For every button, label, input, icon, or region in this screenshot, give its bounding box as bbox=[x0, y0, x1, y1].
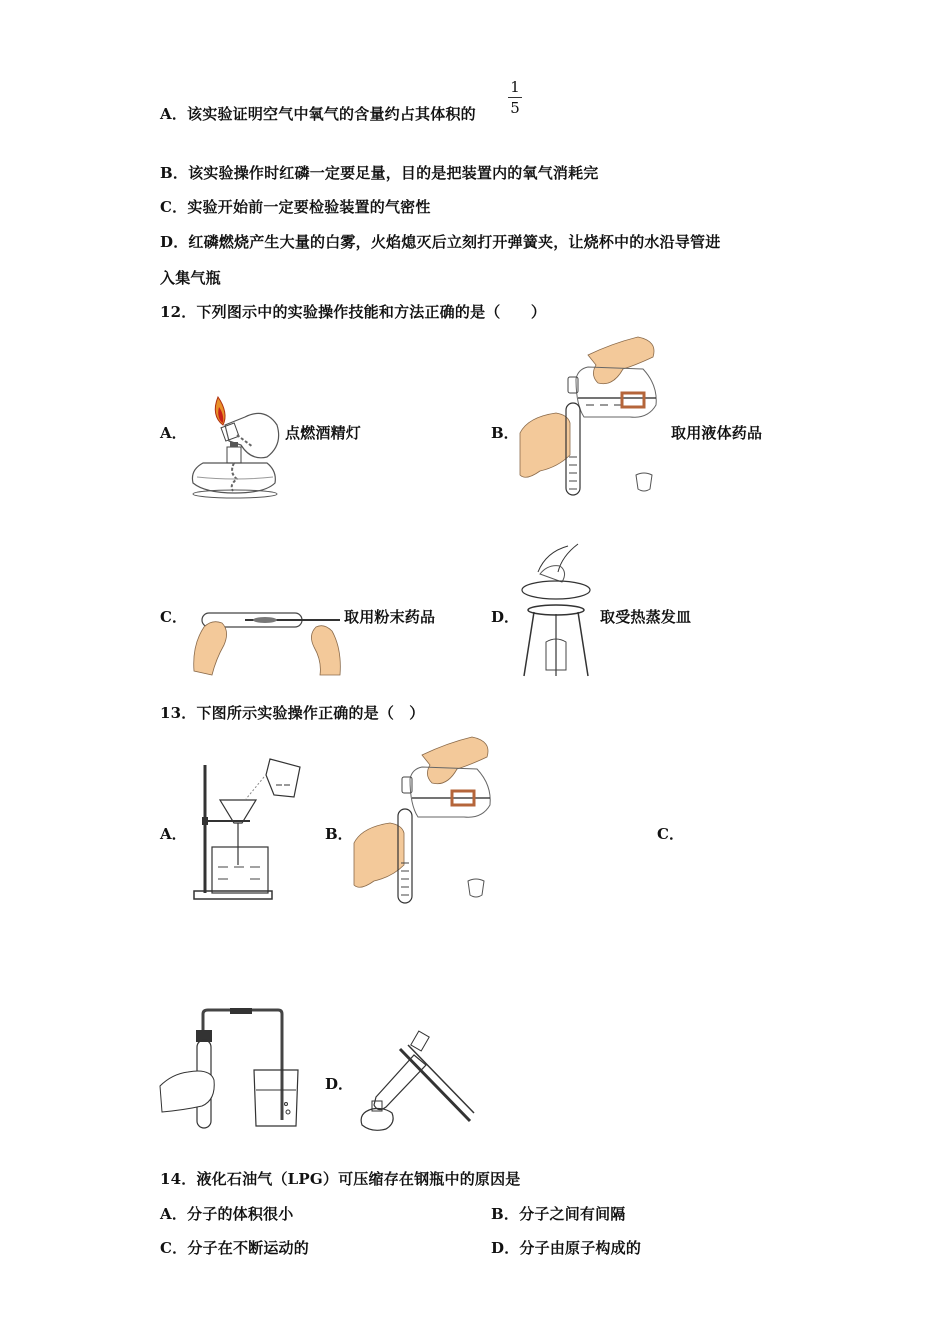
option-label: B． bbox=[491, 1205, 520, 1223]
q14-option-b bbox=[491, 1203, 626, 1224]
fraction-bar bbox=[508, 97, 522, 98]
q12-option-b-caption: 取用液体药品 bbox=[671, 424, 763, 442]
fraction-one-fifth bbox=[508, 78, 522, 117]
q12-option-d-label: D． bbox=[491, 608, 520, 626]
q13-option-b-label: B． bbox=[325, 825, 353, 843]
option-text: 分子由原子构成的 bbox=[519, 1239, 642, 1257]
pouring-liquid-figure-2 bbox=[352, 735, 502, 905]
heating-test-tube-figure bbox=[352, 1025, 477, 1135]
option-label: A． bbox=[160, 105, 188, 123]
q12-option-a-label: A． bbox=[160, 424, 187, 442]
pouring-liquid-figure bbox=[518, 335, 668, 500]
option-label: B． bbox=[160, 164, 189, 182]
q12-option-c-caption: 取用粉末药品 bbox=[344, 608, 436, 626]
q11-option-d bbox=[160, 231, 720, 252]
q14-option-d bbox=[491, 1237, 641, 1258]
q14-option-a bbox=[160, 1203, 293, 1224]
q12-option-d-caption: 取受热蒸发皿 bbox=[600, 608, 692, 626]
q12-option-c-label: C． bbox=[160, 608, 187, 626]
evaporating-dish-figure bbox=[518, 542, 593, 682]
option-text: 分子之间有间隔 bbox=[519, 1205, 626, 1223]
option-text: 分子的体积很小 bbox=[187, 1205, 294, 1223]
option-text: 分子在不断运动的 bbox=[187, 1239, 309, 1257]
airtightness-check-figure bbox=[158, 1008, 308, 1133]
q11-option-c bbox=[160, 196, 431, 217]
option-text: 该实验证明空气中氧气的含量约占其体积的 bbox=[187, 105, 476, 123]
q12-option-a-caption: 点燃酒精灯 bbox=[285, 424, 362, 442]
option-label: D． bbox=[160, 233, 189, 251]
alcohol-lamp-lighting-figure bbox=[185, 395, 285, 500]
q14-stem: 14．液化石油气（LPG）可压缩存在钢瓶中的原因是 bbox=[160, 1170, 521, 1188]
q13-option-a-label: A． bbox=[160, 825, 187, 843]
filtration-figure bbox=[190, 755, 305, 905]
fraction-denominator: 5 bbox=[510, 99, 520, 117]
q13-option-c-label: C． bbox=[657, 825, 684, 843]
option-label: D． bbox=[491, 1239, 520, 1257]
option-text: 红磷燃烧产生大量的白雾，火焰熄灭后立刻打开弹簧夹，让烧杯中的水沿导管进 bbox=[188, 233, 721, 251]
option-label: A． bbox=[160, 1205, 188, 1223]
q12-stem: 12．下列图示中的实验操作技能和方法正确的是（ ） bbox=[160, 303, 547, 321]
fraction-numerator: 1 bbox=[510, 78, 520, 96]
q12-option-b-label: B． bbox=[491, 424, 519, 442]
q11-option-d-continuation: 入集气瓶 bbox=[160, 269, 221, 287]
option-label: C． bbox=[160, 198, 188, 216]
option-label: C． bbox=[160, 1239, 188, 1257]
powder-test-tube-figure bbox=[190, 605, 350, 680]
option-text: 实验开始前一定要检验装置的气密性 bbox=[187, 198, 431, 216]
option-text: 该实验操作时红磷一定要足量，目的是把装置内的氧气消耗完 bbox=[188, 164, 599, 182]
q11-option-b bbox=[160, 162, 599, 183]
q11-option-a bbox=[160, 103, 476, 124]
q13-option-d-label: D． bbox=[325, 1075, 354, 1093]
q14-option-c bbox=[160, 1237, 309, 1258]
q13-stem: 13．下图所示实验操作正确的是（ ） bbox=[160, 704, 425, 722]
